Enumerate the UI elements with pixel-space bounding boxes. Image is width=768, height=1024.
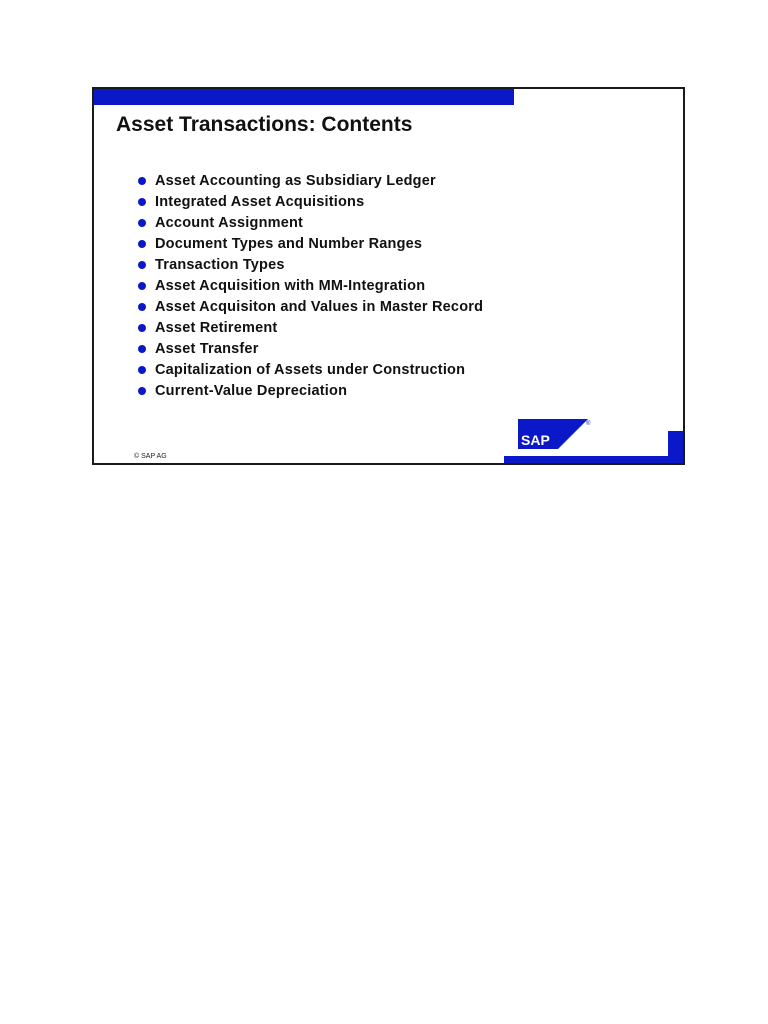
sap-logo-text: SAP <box>521 432 550 448</box>
contents-list <box>138 170 483 401</box>
list-item-label: Asset Acquisition with MM-Integration <box>155 277 426 294</box>
list-item <box>138 275 483 296</box>
list-item-label: Transaction Types <box>155 256 285 273</box>
list-item-label: Asset Accounting as Subsidiary Ledger <box>155 172 436 189</box>
list-item <box>138 233 483 254</box>
bottom-accent-bar <box>504 456 685 463</box>
bullet-icon <box>138 282 146 290</box>
list-item-label: Document Types and Number Ranges <box>155 235 423 252</box>
list-item <box>138 296 483 317</box>
top-accent-bar <box>94 89 514 105</box>
list-item <box>138 317 483 338</box>
list-item-label: Asset Acquisiton and Values in Master Record <box>155 298 484 315</box>
bullet-icon <box>138 177 146 185</box>
list-item <box>138 191 483 212</box>
sap-logo <box>518 419 592 449</box>
bullet-icon <box>138 345 146 353</box>
registered-mark: ® <box>586 421 591 427</box>
list-item-label: Capitalization of Assets under Construction <box>155 361 466 378</box>
bullet-icon <box>138 240 146 248</box>
bullet-icon <box>138 366 146 374</box>
list-item <box>138 254 483 275</box>
list-item <box>138 380 483 401</box>
list-item-label: Asset Retirement <box>155 319 278 336</box>
list-item <box>138 359 483 380</box>
list-item <box>138 212 483 233</box>
copyright-notice: © SAP AG <box>134 453 167 460</box>
list-item-label: Account Assignment <box>155 214 304 231</box>
list-item-label: Asset Transfer <box>155 340 259 357</box>
bullet-icon <box>138 387 146 395</box>
list-item-label: Current-Value Depreciation <box>155 382 348 399</box>
bullet-icon <box>138 303 146 311</box>
list-item <box>138 338 483 359</box>
bullet-icon <box>138 324 146 332</box>
slide-title: Asset Transactions: Contents <box>116 113 413 136</box>
slide <box>92 87 685 465</box>
bullet-icon <box>138 198 146 206</box>
list-item-label: Integrated Asset Acquisitions <box>155 193 365 210</box>
bullet-icon <box>138 261 146 269</box>
list-item <box>138 170 483 191</box>
bullet-icon <box>138 219 146 227</box>
